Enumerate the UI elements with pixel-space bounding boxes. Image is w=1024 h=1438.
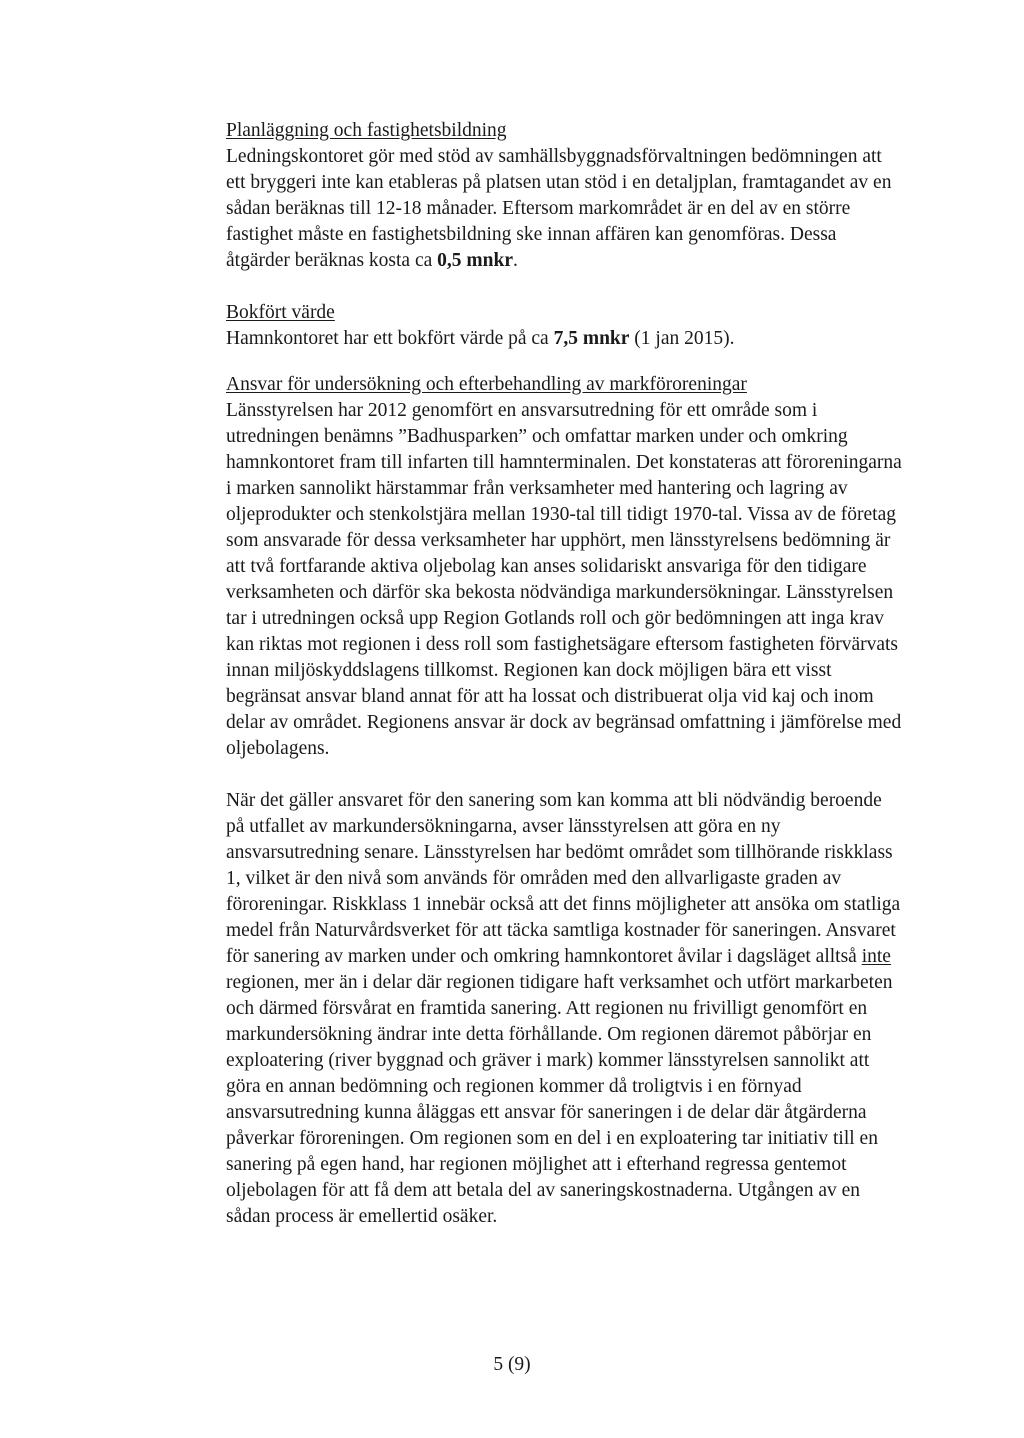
section-ansvar-markfororeningar <box>226 372 902 762</box>
section-heading: Bokfört värde <box>226 302 335 323</box>
section-paragraph <box>226 326 902 352</box>
section-paragraph <box>226 144 902 274</box>
section-heading: Planläggning och fastighetsbildning <box>226 120 507 141</box>
paragraph-text-end: . <box>512 250 518 271</box>
paragraph-text: Hamnkontoret har ett bokfört värde på ca <box>226 328 554 349</box>
underlined-word: inte <box>861 946 891 967</box>
bold-amount: 7,5 mnkr <box>553 328 630 349</box>
paragraph-text: När det gäller ansvaret för den sanering som kan komma att bli nödvändig beroende på utfallet av markundersökningarna, avser länsstyrelsen att göra en ny ansvarsutredning senare. Länsstyrelsen har bedömt området som tillhörande riskklass 1, vilket är den nivå som används för områden med den allvarligaste graden av föroreningar. Riskklass 1 innebär också att det finns möjligheter att ansöka om statliga medel från Naturvårdsverket för att täcka samtliga kostnader för saneringen. Ansvaret för sanering av marken under och omkring hamnkontoret åvilar i dagsläget alltså <box>226 790 901 967</box>
section-heading: Ansvar för undersökning och efterbehandling av markföroreningar <box>226 374 747 395</box>
page-number: 5 (9) <box>493 1354 531 1375</box>
document-page <box>226 118 902 1230</box>
closing-paragraph <box>226 788 902 1230</box>
section-planlaggning <box>226 118 902 274</box>
paragraph-text-end: regionen, mer än i delar där regionen tidigare haft verksamhet och utfört markarbeten och därmed försvårat en framtida sanering. Att regionen nu frivilligt genomfört en markundersökning ändrar inte detta förhållande. Om regionen däremot påbörjar en exploatering (river byggnad och gräver i mark) kommer länsstyrelsen sannolikt att göra en annan bedömning och regionen kommer då troligtvis i en förnyad ansvarsutredning kunna åläggas ett ansvar för saneringen i de delar där åtgärderna påverkar föroreningen. Om regionen som en del i en exploatering tar initiativ till en sanering på egen hand, har regionen möjlighet att i efterhand regressa gentemot oljebolagen för att få dem att betala del av saneringskostnaderna. Utgången av en sådan process är emellertid osäker. <box>226 972 893 1227</box>
closing-section <box>226 788 902 1230</box>
paragraph-text: Ledningskontoret gör med stöd av samhällsbyggnadsförvaltningen bedömningen att ett bryggeri inte kan etableras på platsen utan stöd i en detaljplan, framtagandet av en sådan beräknas till 12-18 månader. Eftersom markområdet är en del av en större fastighet måste en fastighetsbildning ske innan affären kan genomföras. Dessa åtgärder beräknas kosta ca <box>226 146 892 271</box>
bold-amount: 0,5 mnkr <box>437 250 513 271</box>
section-paragraph: Länsstyrelsen har 2012 genomfört en ansvarsutredning för ett område som i utredningen benämns ”Badhusparken” och omfattar marken under och omkring hamnkontoret fram till infarten till hamnterminalen. Det konstateras att föroreningarna i marken sannolikt härstammar från verksamheter med hantering och lagring av oljeprodukter och stenkolstjära mellan 1930-tal till tidigt 1970-tal. Vissa av de företag som ansvarade för dessa verksamheter har upphört, men länsstyrelsens bedömning är att två fortfarande aktiva oljebolag kan anses solidariskt ansvariga för den tidigare verksamheten och därför ska bekosta nödvändiga markundersökningar. Länsstyrelsen tar i utredningen också upp Region Gotlands roll och gör bedömningen att inga krav kan riktas mot regionen i dess roll som fastighetsägare eftersom fastigheten förvärvats innan miljöskyddslagens tillkomst. Regionen kan dock möjligen bära ett visst begränsat ansvar bland annat för att ha lossat och distribuerat olja vid kaj och inom delar av området. Regionens ansvar är dock av begränsad omfattning i jämförelse med oljebolagens. <box>226 400 902 759</box>
paragraph-text-end: (1 jan 2015). <box>629 328 735 349</box>
section-bokfort-varde <box>226 300 902 352</box>
